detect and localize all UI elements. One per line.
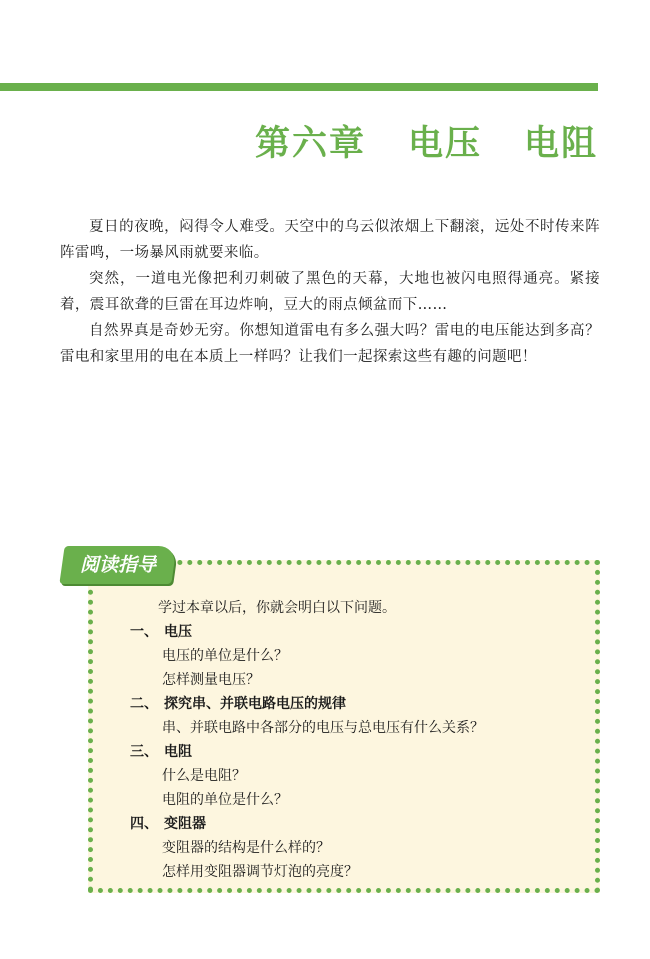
chapter-title bbox=[255, 116, 598, 166]
guide-question: 变阻器的结构是什么样的？ bbox=[162, 840, 330, 856]
section-title: 变阻器 bbox=[164, 816, 206, 832]
guide-section-3 bbox=[104, 740, 584, 764]
chapter-title-voltage: 电压 bbox=[407, 124, 482, 164]
section-title: 电阻 bbox=[164, 744, 192, 760]
reading-guide-tab-label: 阅读指导 bbox=[79, 554, 156, 576]
top-green-rule bbox=[0, 83, 598, 91]
guide-question: 电压的单位是什么？ bbox=[162, 648, 288, 664]
section-title: 探究串、并联电路电压的规律 bbox=[164, 696, 346, 712]
reading-guide-content bbox=[104, 596, 584, 884]
section-number: 一、 bbox=[130, 624, 158, 640]
intro-paragraph-3: 自然界真是奇妙无穷。你想知道雷电有多么强大吗？雷电的电压能达到多高？雷电和家里用的电在本质上一样吗？让我们一起探索这些有趣的问题吧！ bbox=[60, 323, 600, 365]
section-number: 二、 bbox=[130, 696, 158, 712]
guide-section-2 bbox=[104, 692, 584, 716]
chapter-title-resistance: 电阻 bbox=[523, 124, 598, 164]
guide-question: 电阻的单位是什么？ bbox=[162, 792, 288, 808]
guide-section-1 bbox=[104, 620, 584, 644]
reading-guide-left-border bbox=[88, 570, 93, 892]
guide-lead: 学过本章以后，你就会明白以下问题。 bbox=[158, 600, 396, 616]
intro-text bbox=[60, 214, 600, 370]
guide-question: 怎样测量电压？ bbox=[162, 672, 260, 688]
chapter-number: 第六章 bbox=[254, 124, 366, 164]
section-number: 四、 bbox=[130, 816, 158, 832]
intro-paragraph-2: 突然，一道电光像把利刃刺破了黑色的天幕，大地也被闪电照得通亮。紧接着，震耳欲聋的巨雷在耳边炸响，豆大的雨点倾盆而下…… bbox=[60, 271, 600, 313]
section-title: 电压 bbox=[164, 624, 192, 640]
section-number: 三、 bbox=[130, 744, 158, 760]
guide-question: 串、并联电路中各部分的电压与总电压有什么关系？ bbox=[162, 720, 484, 736]
intro-paragraph-1: 夏日的夜晚，闷得令人难受。天空中的乌云似浓烟上下翻滚，远处不时传来阵阵雷鸣，一场暴风雨就要来临。 bbox=[60, 219, 600, 261]
guide-section-4 bbox=[104, 812, 584, 836]
guide-question: 什么是电阻？ bbox=[162, 768, 246, 784]
guide-question: 怎样用变阻器调节灯泡的亮度？ bbox=[162, 864, 358, 880]
